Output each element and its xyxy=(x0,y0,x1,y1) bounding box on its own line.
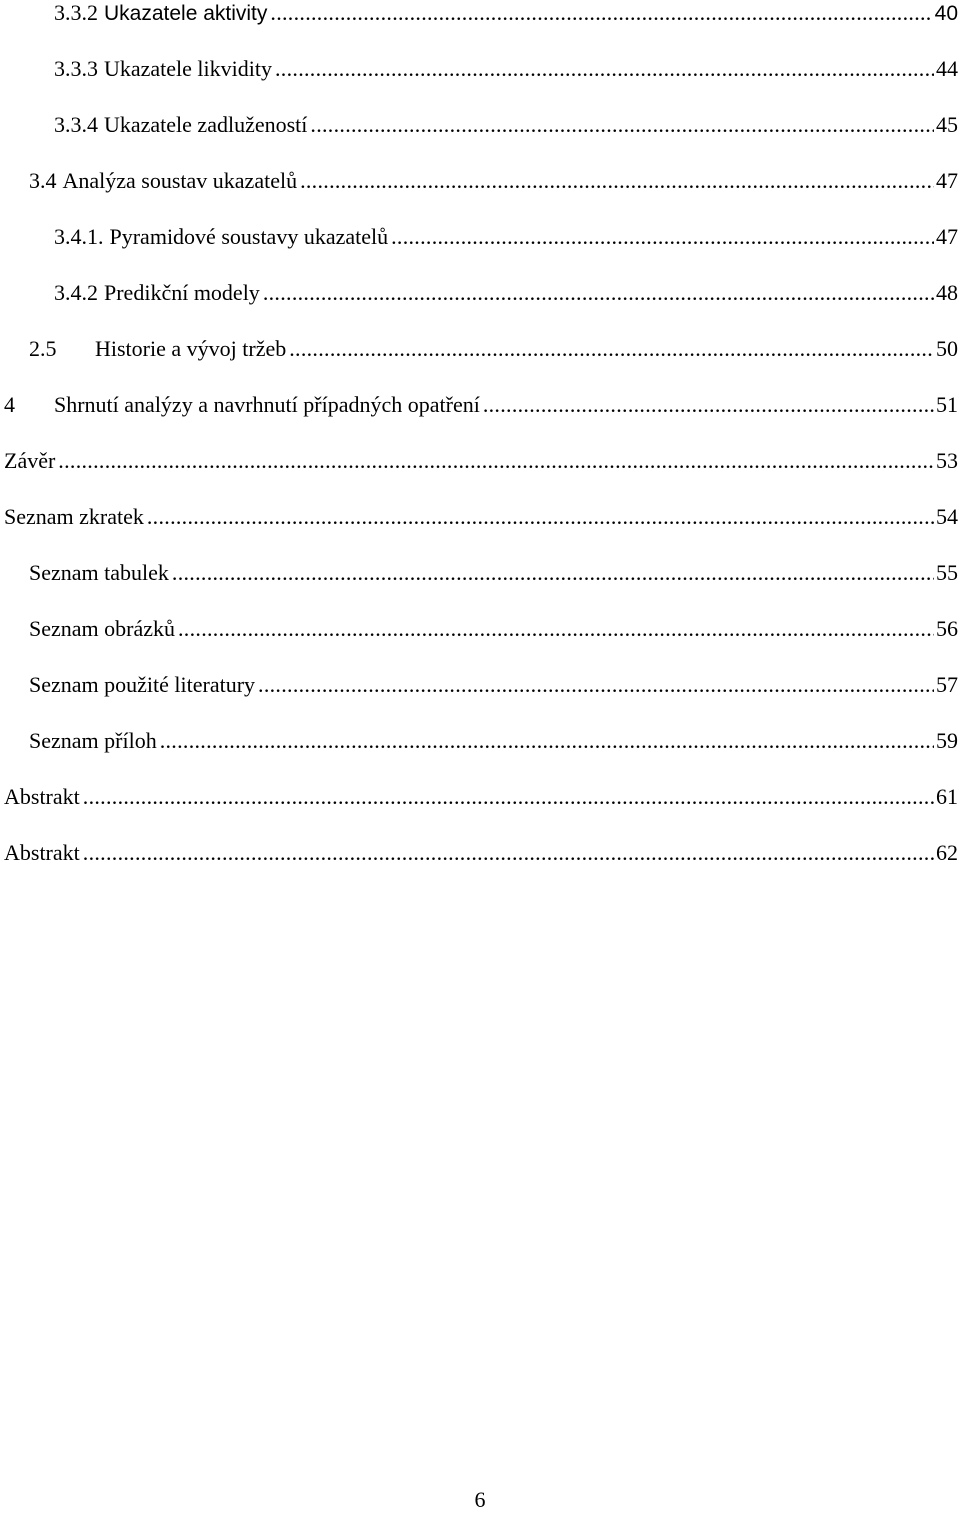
toc-entry-page: 56 xyxy=(936,616,958,641)
toc-entry-4[interactable] xyxy=(4,392,960,418)
toc-entry-page: 48 xyxy=(936,280,958,305)
toc-entry-2-5[interactable] xyxy=(29,336,960,362)
toc-entry-3-4-2[interactable] xyxy=(54,280,960,306)
toc-entry-number: 3.3.3 xyxy=(54,56,98,81)
toc-entry-title: Ukazatele aktivity xyxy=(104,2,268,25)
toc-entry-title: Ukazatele likvidity xyxy=(104,56,272,81)
toc-entry-page: 55 xyxy=(936,560,958,585)
toc-entry-title: Pyramidové soustavy ukazatelů xyxy=(109,224,389,249)
toc-dot-leader xyxy=(147,504,934,530)
toc-dot-leader xyxy=(160,728,934,754)
toc-entry-number: 3.4 xyxy=(29,168,57,193)
toc-entry-page: 47 xyxy=(936,168,958,193)
toc-dot-leader xyxy=(58,448,934,474)
toc-entry-number: 4 xyxy=(4,392,15,417)
toc-entry-title: Seznam obrázků xyxy=(29,616,175,641)
toc-entry-seznam-zkratek[interactable] xyxy=(4,504,960,530)
toc-entry-3-4-1[interactable] xyxy=(54,224,960,250)
toc-entry-title: Shrnutí analýzy a navrhnutí případných opatření xyxy=(54,392,480,417)
toc-dot-leader xyxy=(300,168,934,194)
toc-entry-title: Seznam příloh xyxy=(29,728,157,753)
toc-entry-page: 59 xyxy=(936,728,958,753)
toc-entry-number: 3.4.1. xyxy=(54,224,104,249)
toc-entry-title: Seznam použité literatury xyxy=(29,672,256,697)
toc-entry-number: 2.5 xyxy=(29,336,57,361)
toc-entry-page: 53 xyxy=(936,448,958,473)
toc-dot-leader xyxy=(391,224,934,250)
toc-entry-3-3-4[interactable] xyxy=(54,112,960,138)
toc-entry-number: 3.4.2 xyxy=(54,280,98,305)
toc-entry-title: Seznam tabulek xyxy=(29,560,169,585)
toc-entry-page: 57 xyxy=(936,672,958,697)
toc-dot-leader xyxy=(289,336,934,362)
toc-entry-page: 50 xyxy=(936,336,958,361)
toc-entry-title: Ukazatele zadlužeností xyxy=(104,112,308,137)
toc-entry-seznam-tabulek[interactable] xyxy=(29,560,960,586)
toc-entry-page: 40 xyxy=(934,2,958,25)
page-number: 6 xyxy=(474,1487,486,1512)
toc-entry-page: 61 xyxy=(936,784,958,809)
toc-entry-title: Seznam zkratek xyxy=(4,504,144,529)
toc-dot-leader xyxy=(270,0,932,26)
toc-entry-number: 3.3.2 xyxy=(54,0,98,25)
toc-entry-page: 62 xyxy=(936,840,958,865)
toc-entry-title: Predikční modely xyxy=(104,280,260,305)
toc-dot-leader xyxy=(178,616,934,642)
toc-dot-leader xyxy=(172,560,934,586)
toc-entry-page: 45 xyxy=(936,112,958,137)
toc-entry-title: Abstrakt xyxy=(4,840,80,865)
toc-dot-leader xyxy=(83,840,934,866)
toc-entry-abstrakt[interactable] xyxy=(4,784,960,810)
toc-entry-title: Abstrakt xyxy=(4,784,80,809)
toc-entry-title: Závěr xyxy=(4,448,56,473)
toc-entry-3-3-3[interactable] xyxy=(54,56,960,82)
toc-entry-seznam-priloh[interactable] xyxy=(29,728,960,754)
toc-dot-leader xyxy=(83,784,934,810)
toc-dot-leader xyxy=(275,56,934,82)
toc-entry-3-4[interactable] xyxy=(29,168,960,194)
toc-dot-leader xyxy=(483,392,934,418)
toc-entry-page: 54 xyxy=(936,504,958,529)
toc-entry-zaver[interactable] xyxy=(4,448,960,474)
toc-entry-seznam-literatury[interactable] xyxy=(29,672,960,698)
toc-entry-number: 3.3.4 xyxy=(54,112,98,137)
toc-entry-seznam-obrazku[interactable] xyxy=(29,616,960,642)
toc-dot-leader xyxy=(258,672,934,698)
toc-dot-leader xyxy=(310,112,934,138)
toc-entry-title: Historie a vývoj tržeb xyxy=(95,336,287,361)
toc-entry-page: 47 xyxy=(936,224,958,249)
toc-entry-3-3-2[interactable] xyxy=(54,0,960,26)
toc-entry-page: 44 xyxy=(936,56,958,81)
toc-entry-page: 51 xyxy=(936,392,958,417)
toc-entry-abstrakt-2[interactable] xyxy=(4,840,960,866)
toc-entry-title: Analýza soustav ukazatelů xyxy=(62,168,298,193)
toc-dot-leader xyxy=(263,280,934,306)
